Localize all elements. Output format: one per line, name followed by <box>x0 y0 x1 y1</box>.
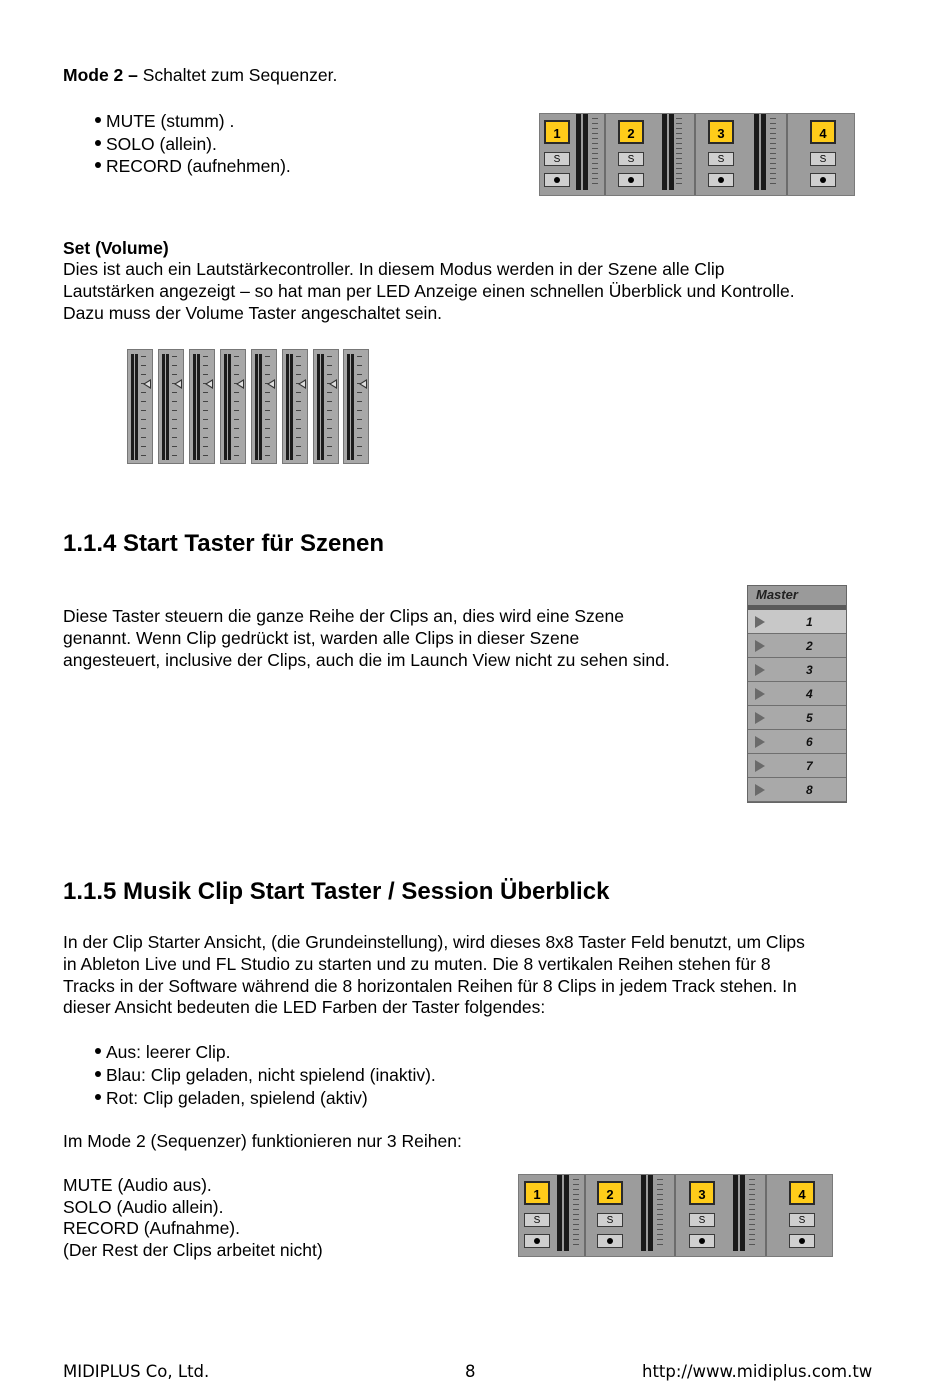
fader-handle-icon <box>143 379 151 389</box>
fader-handle-icon <box>298 379 306 389</box>
channel-divider <box>765 1175 767 1256</box>
channel-button: 4 <box>810 120 836 144</box>
record-button <box>708 173 734 187</box>
record-button <box>524 1234 550 1248</box>
bullet-icon <box>95 1071 101 1077</box>
section-heading-1-1-4: 1.1.4 Start Taster für Szenen <box>63 530 384 557</box>
footer-url[interactable]: http://www.midiplus.com.tw <box>642 1362 873 1381</box>
level-meter <box>583 114 588 190</box>
row-description: MUTE (Audio aus). <box>63 1175 212 1195</box>
bullet-icon <box>95 1048 101 1054</box>
record-button <box>618 173 644 187</box>
scene-row: 7 <box>748 754 846 778</box>
solo-button: S <box>789 1213 815 1227</box>
row-description: RECORD (Aufnahme). <box>63 1218 240 1238</box>
mode2-title: Mode 2 – <box>63 65 138 85</box>
channel-button: 4 <box>789 1181 815 1205</box>
channel-button: 3 <box>708 120 734 144</box>
level-meter <box>641 1175 646 1251</box>
level-meter <box>740 1175 745 1251</box>
volume-text-line: Dazu muss der Volume Taster angeschaltet sein. <box>63 303 443 323</box>
meter-ticks <box>592 118 598 188</box>
volume-text-line: Dies ist auch ein Lautstärkecontroller. In diesem Modus werden in der Szene alle Clip <box>63 259 725 279</box>
mode2-paragraph <box>63 64 337 86</box>
scene-row: 4 <box>748 682 846 706</box>
level-meter <box>576 114 581 190</box>
sequencer-mixer-top <box>539 113 855 196</box>
scene-row: 3 <box>748 658 846 682</box>
scene-row: 1 <box>748 610 846 634</box>
channel-divider <box>786 114 788 195</box>
row-description: (Der Rest der Clips arbeitet nicht) <box>63 1240 323 1260</box>
record-button <box>544 173 570 187</box>
channel-button: 2 <box>597 1181 623 1205</box>
scene-launch-icon <box>755 616 765 628</box>
list-item: Aus: leerer Clip. <box>95 1041 231 1063</box>
list-item: RECORD (aufnehmen). <box>95 155 291 177</box>
meter-ticks <box>657 1179 663 1249</box>
page-number: 8 <box>465 1362 476 1381</box>
volume-fader <box>282 349 308 464</box>
solo-button: S <box>689 1213 715 1227</box>
level-meter <box>754 114 759 190</box>
level-meter <box>662 114 667 190</box>
volume-text-line: Lautstärken angezeigt – so hat man per LED Anzeige einen schnellen Überblick und Kontrolle. <box>63 281 795 301</box>
volume-fader <box>313 349 339 464</box>
channel-button: 3 <box>689 1181 715 1205</box>
volume-faders <box>127 349 369 464</box>
list-item: MUTE (stumm) . <box>95 110 234 132</box>
section-heading-1-1-5: 1.1.5 Musik Clip Start Taster / Session Überblick <box>63 878 610 905</box>
bullet-icon <box>95 117 101 123</box>
level-meter <box>669 114 674 190</box>
meter-ticks <box>749 1179 755 1249</box>
section114-text-line: Diese Taster steuern die ganze Reihe der Clips an, dies wird eine Szene <box>63 606 624 626</box>
channel-divider <box>674 1175 676 1256</box>
section114-text-line: angesteuert, inclusive der Clips, auch die im Launch View nicht zu sehen sind. <box>63 650 670 670</box>
record-button <box>789 1234 815 1248</box>
channel-divider <box>604 114 606 195</box>
meter-ticks <box>573 1179 579 1249</box>
channel-button: 2 <box>618 120 644 144</box>
solo-button: S <box>708 152 734 166</box>
meter-ticks <box>676 118 682 188</box>
section115-text-line: in Ableton Live und FL Studio zu starten und zu muten. Die 8 vertikalen Reihen stehen für 8 <box>63 954 771 974</box>
scene-launch-icon <box>755 688 765 700</box>
volume-fader <box>127 349 153 464</box>
section114-text-line: genannt. Wenn Clip gedrückt ist, warden alle Clips in dieser Szene <box>63 628 580 648</box>
list-item: Blau: Clip geladen, nicht spielend (inaktiv). <box>95 1064 436 1086</box>
solo-button: S <box>524 1213 550 1227</box>
channel-divider <box>584 1175 586 1256</box>
scene-launch-icon <box>755 736 765 748</box>
sequencer-mixer-bottom <box>518 1174 833 1257</box>
list-item: Rot: Clip geladen, spielend (aktiv) <box>95 1087 368 1109</box>
volume-fader <box>251 349 277 464</box>
list-item: SOLO (allein). <box>95 133 217 155</box>
section115-text-line: dieser Ansicht bedeuten die LED Farben der Taster folgendes: <box>63 997 546 1017</box>
scene-row: 5 <box>748 706 846 730</box>
level-meter <box>733 1175 738 1251</box>
master-scene-list <box>747 585 847 803</box>
record-button <box>689 1234 715 1248</box>
scene-launch-icon <box>755 664 765 676</box>
volume-fader <box>343 349 369 464</box>
section115-text-line: In der Clip Starter Ansicht, (die Grundeinstellung), wird dieses 8x8 Taster Feld benutzt, um Clips <box>63 932 805 952</box>
footer-company: MIDIPLUS Co, Ltd. <box>63 1362 210 1381</box>
section115-text-line: Tracks in der Software während die 8 horizontalen Reihen für 8 Clips in jedem Track stehen. In <box>63 976 797 996</box>
level-meter <box>761 114 766 190</box>
solo-button: S <box>597 1213 623 1227</box>
scene-row: 6 <box>748 730 846 754</box>
scene-launch-icon <box>755 640 765 652</box>
level-meter <box>648 1175 653 1251</box>
scene-row: 2 <box>748 634 846 658</box>
solo-button: S <box>544 152 570 166</box>
scene-launch-icon <box>755 784 765 796</box>
level-meter <box>557 1175 562 1251</box>
fader-handle-icon <box>267 379 275 389</box>
channel-button: 1 <box>524 1181 550 1205</box>
level-meter <box>564 1175 569 1251</box>
volume-fader <box>220 349 246 464</box>
scene-launch-icon <box>755 712 765 724</box>
bullet-icon <box>95 1094 101 1100</box>
volume-fader <box>189 349 215 464</box>
volume-title: Set (Volume) <box>63 238 169 258</box>
mode2-rows-line: Im Mode 2 (Sequenzer) funktionieren nur 3 Reihen: <box>63 1131 462 1151</box>
record-button <box>597 1234 623 1248</box>
meter-ticks <box>770 118 776 188</box>
volume-fader <box>158 349 184 464</box>
bullet-icon <box>95 140 101 146</box>
bullet-icon <box>95 162 101 168</box>
master-label: Master <box>748 586 846 610</box>
fader-handle-icon <box>174 379 182 389</box>
fader-handle-icon <box>205 379 213 389</box>
solo-button: S <box>810 152 836 166</box>
channel-divider <box>694 114 696 195</box>
channel-button: 1 <box>544 120 570 144</box>
scene-row: 8 <box>748 778 846 802</box>
scene-launch-icon <box>755 760 765 772</box>
row-description: SOLO (Audio allein). <box>63 1197 224 1217</box>
fader-handle-icon <box>359 379 367 389</box>
record-button <box>810 173 836 187</box>
fader-handle-icon <box>329 379 337 389</box>
solo-button: S <box>618 152 644 166</box>
mode2-text: Schaltet zum Sequenzer. <box>137 65 338 85</box>
fader-handle-icon <box>236 379 244 389</box>
